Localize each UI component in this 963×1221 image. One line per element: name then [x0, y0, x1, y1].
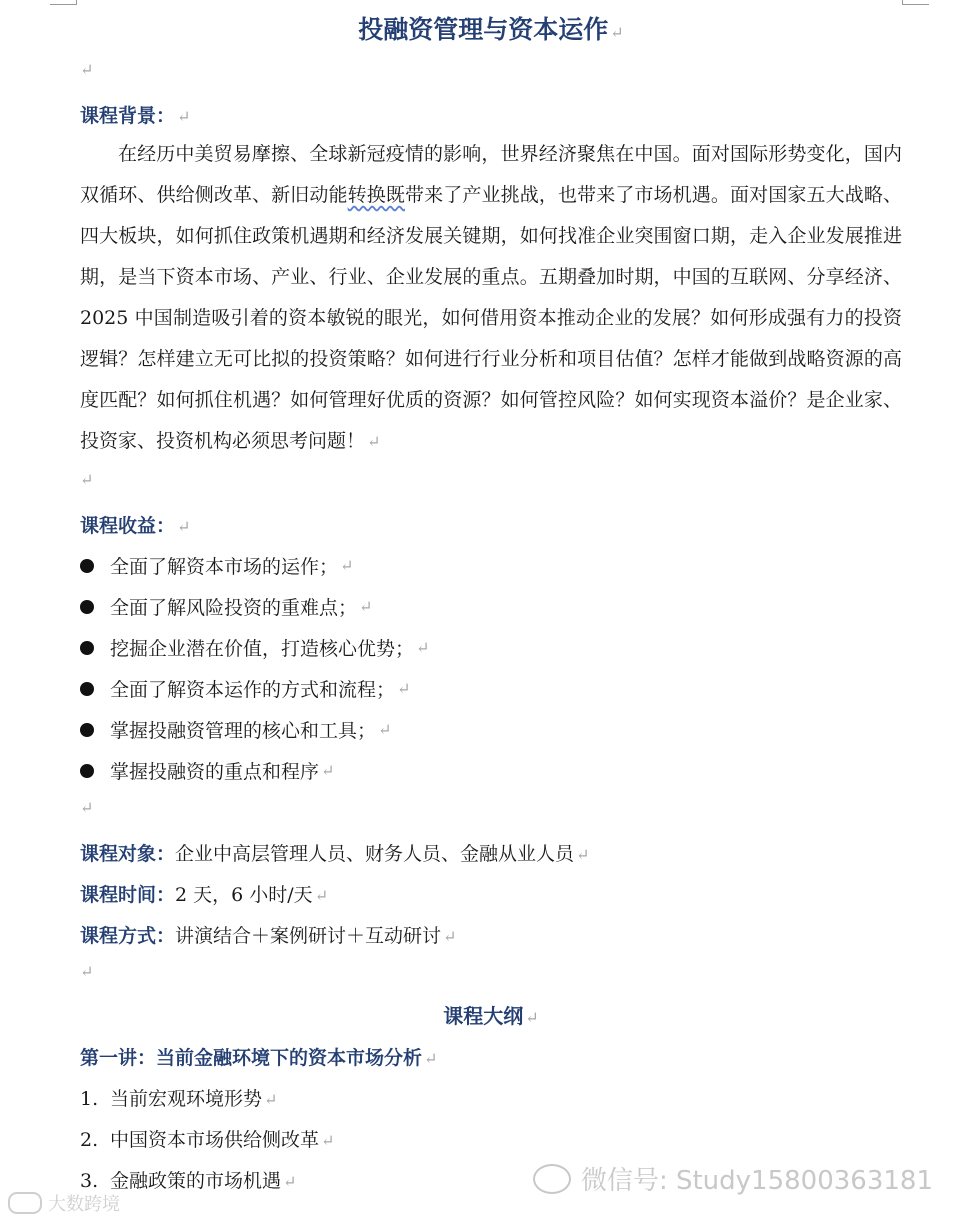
duration-line: 课程时间：2 天，6 小时/天 ↵ — [80, 884, 329, 906]
audience-line: 课程对象：企业中高层管理人员、财务人员、金融从业人员 ↵ — [80, 843, 590, 865]
bullet-icon — [80, 641, 94, 655]
bullet-icon — [80, 559, 94, 573]
empty-paragraph: ↵ — [80, 798, 94, 817]
outline-item: 3. 金融政策的市场机遇 ↵ — [80, 1170, 297, 1192]
paragraph-mark: ↵ — [610, 23, 624, 42]
background-heading: 课程背景： ↵ — [80, 105, 191, 127]
benefit-item: 全面了解资本市场的运作； ↵ — [80, 552, 353, 579]
benefit-item: 全面了解风险投资的重难点； ↵ — [80, 593, 372, 620]
benefit-item: 掌握投融资的重点和程序 ↵ — [80, 757, 334, 784]
brand-watermark: 大数跨境 — [8, 1190, 120, 1216]
benefit-item: 掌握投融资管理的核心和工具； ↵ — [80, 716, 391, 743]
method-line: 课程方式：讲演结合＋案例研讨＋互动研讨 ↵ — [80, 925, 457, 947]
benefit-item: 全面了解资本运作的方式和流程； ↵ — [80, 675, 410, 702]
document-title: 投融资管理与资本运作 ↵ — [358, 15, 624, 44]
empty-paragraph: ↵ — [80, 60, 94, 79]
lecture-1-title: 第一讲：当前金融环境下的资本市场分析 ↵ — [80, 1047, 438, 1069]
page-corner-mark-left — [50, 0, 77, 5]
wechat-icon — [533, 1164, 571, 1194]
outline-title: 课程大纲 ↵ — [443, 1004, 539, 1028]
outline-item: 1. 当前宏观环境形势 ↵ — [80, 1088, 278, 1110]
bullet-icon — [80, 682, 94, 696]
wechat-watermark: 微信号: Study15800363181 — [533, 1160, 933, 1197]
page-corner-mark-right — [902, 0, 929, 5]
benefits-heading: 课程收益： ↵ — [80, 515, 191, 537]
brand-logo-icon — [8, 1192, 42, 1214]
background-paragraph: 在经历中美贸易摩擦、全球新冠疫情的影响，世界经济聚焦在中国。面对国际形势变化，国内双循环、供给侧改革、新旧动能转换既带来了产业挑战，也带来了市场机遇。面对国家五大战略、四大板块，如何抓住政策机遇期和经济发展关键期，如何找准企业突围窗口期，走入企业发展推进期，是当下资本市场、产业、行业、企业发展的重点。五期叠加时期，中国的互联网、分享经济、2025 中国制造吸引着的资本敏锐的眼光，如何借用资本推动企业的发展？如何形成强有力的投资逻辑？怎样建立无可比拟的投资策略？如何进行行业分析和项目估值？怎样才能做到战略资源的高度匹配？如何抓住机遇？如何管理好优质的资源？如何管控风险？如何实现资本溢价？是企业家、投资家、投资机构必须思考问题！ ↵ — [80, 143, 902, 452]
spellcheck-underline: 转换既 — [347, 184, 406, 206]
empty-paragraph: ↵ — [80, 962, 94, 981]
bullet-icon — [80, 764, 94, 778]
empty-paragraph: ↵ — [80, 470, 94, 489]
benefit-item: 挖掘企业潜在价值，打造核心优势； ↵ — [80, 634, 429, 661]
bullet-icon — [80, 600, 94, 614]
outline-item: 2. 中国资本市场供给侧改革 ↵ — [80, 1129, 335, 1151]
bullet-icon — [80, 723, 94, 737]
